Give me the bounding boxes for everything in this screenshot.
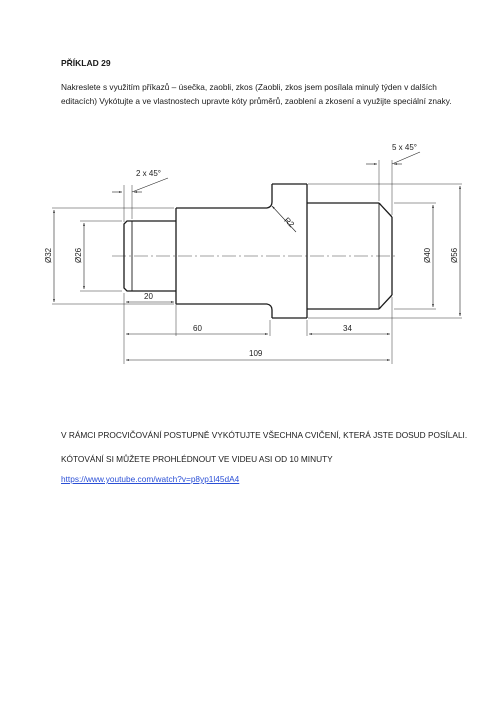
dim-dia40: Ø40 bbox=[423, 247, 432, 263]
dim-radius: R2 bbox=[282, 215, 296, 230]
video-link[interactable]: https://www.youtube.com/watch?v=p8yp1l45dA4 bbox=[61, 474, 240, 484]
extension-lines bbox=[52, 160, 462, 364]
dim-len20: 20 bbox=[144, 292, 153, 301]
intro-text: Nakreslete s využitím příkazů – úsečka, zaobli, zkos (Zaobli, zkos jsem posílala minulý týden v dalších editacích) Vykótujte a ve vlastnostech upravte kóty průměrů, zaoblení a zkosení a využijte speciální znaky. bbox=[61, 82, 452, 106]
technical-drawing bbox=[0, 130, 500, 370]
dim-dia32: Ø32 bbox=[44, 247, 53, 263]
shaft-outline bbox=[124, 184, 392, 318]
instruction-text-1: V RÁMCI PROCVIČOVÁNÍ POSTUPNĚ VYKÓTUJTE VŠECHNA CVIČENÍ, KTERÁ JSTE DOSUD POSÍLALI. bbox=[61, 430, 468, 440]
instruction-text-2: KÓTOVÁNÍ SI MŮŽETE PROHLÉDNOUT VE VIDEU ASI OD 10 MINUTY bbox=[61, 454, 333, 464]
dim-dia26: Ø26 bbox=[74, 247, 83, 263]
dim-chamfer-left: 2 x 45° bbox=[136, 169, 161, 178]
exercise-heading: PŘÍKLAD 29 bbox=[61, 58, 111, 68]
dim-len109: 109 bbox=[249, 349, 263, 358]
dim-dia56: Ø56 bbox=[450, 247, 459, 263]
dim-chamfer-right: 5 x 45° bbox=[392, 143, 417, 152]
dim-len34: 34 bbox=[343, 324, 352, 333]
dim-len60: 60 bbox=[193, 324, 202, 333]
